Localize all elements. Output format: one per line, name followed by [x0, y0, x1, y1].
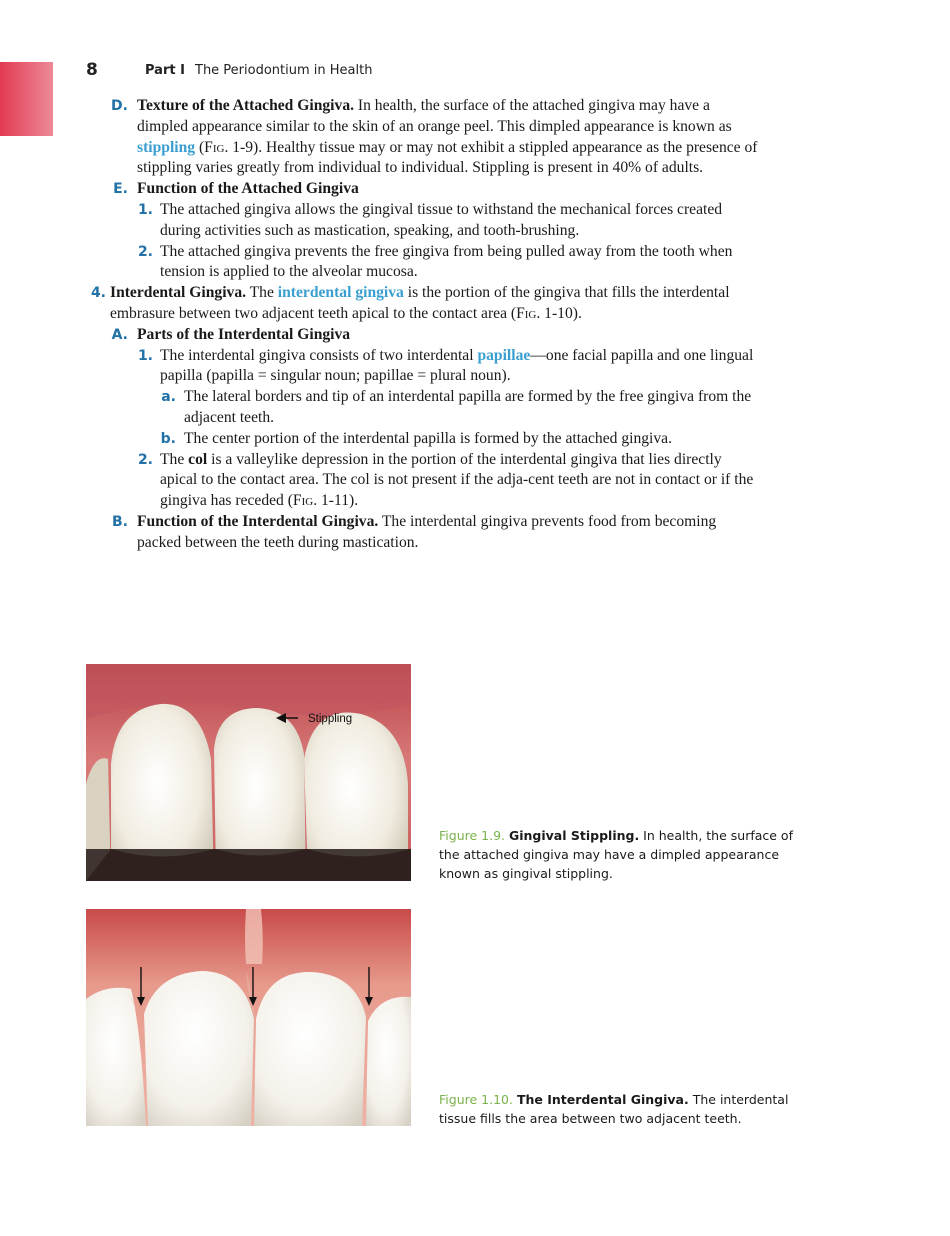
section-marker: D. [111, 98, 128, 114]
item-text: The attached gingiva allows the gingival tissue to withstand the mechanical forces created during activities such as mastication, speaking, and tooth-brushing. [160, 200, 723, 239]
fig-ref: Fig. [516, 304, 541, 322]
list-item [0, 450, 760, 512]
figure-1-9-caption [439, 826, 809, 883]
figure-1-10-caption [439, 1090, 809, 1128]
section-text: 1-9). Healthy tissue may or may not exhibit a stippled appearance as the presence of stippling varies greatly from individual to individual. Stippling is present in 40% of adults. [137, 138, 758, 177]
fig-ref: Fig. [292, 492, 318, 510]
section-heading: Interdental Gingiva. [110, 284, 247, 302]
figure-label: Figure 1.9. [439, 828, 505, 843]
body-text [0, 96, 760, 554]
item-marker: 2. [137, 451, 153, 468]
item-marker: 1. [137, 201, 153, 218]
figure-title: The Interdental Gingiva. [516, 1092, 689, 1107]
section-heading: Function of the Interdental Gingiva. [137, 512, 379, 530]
figure-label: Figure 1.10. [439, 1092, 513, 1107]
section-marker: B. [112, 513, 128, 530]
section-heading: Texture of the Attached Gingiva. [137, 97, 355, 114]
list-item [0, 242, 760, 284]
section-text: ( [195, 138, 205, 156]
section-e [0, 179, 760, 200]
section-marker: E. [113, 181, 128, 198]
section-marker: A. [111, 326, 128, 343]
section-heading: Function of the Attached Gingiva [137, 180, 359, 198]
list-item [0, 346, 760, 388]
figure-1-10-photo [86, 909, 411, 1126]
section-heading: Parts of the Interdental Gingiva [137, 325, 351, 343]
section-marker: 4. [90, 285, 106, 302]
figure-text: In health, the surface of the attached gingiva may have a dimpled appearance known as gingival stippling. [439, 828, 793, 881]
term-col: col [188, 450, 208, 468]
section-b [0, 512, 760, 554]
page-number: 8 [86, 60, 98, 80]
stippling-photo-image [86, 664, 411, 881]
part-label: Part I [145, 63, 185, 78]
item-marker: 1. [137, 347, 153, 364]
section-text: In health, the surface of the attached gingiva may have a dimpled appearance similar to the skin of an orange peel. This dimpled appearance is known as [137, 97, 732, 135]
fig-ref: Fig. [204, 138, 229, 156]
term-stippling: stippling [137, 138, 196, 156]
term-papillae: papillae [477, 346, 531, 364]
item-text: The [160, 450, 189, 468]
list-item [0, 200, 760, 242]
list-item [0, 429, 760, 450]
section-4 [0, 283, 760, 325]
list-item [0, 387, 760, 429]
interdental-photo-image [86, 909, 411, 1126]
part-title: The Periodontium in Health [195, 63, 373, 78]
section-a [0, 325, 760, 346]
figure-text: The interdental tissue fills the area between two adjacent teeth. [439, 1092, 789, 1126]
section-text: The [246, 284, 278, 302]
item-text: is a valleylike depression in the portion of the interdental gingiva that lies directly apical to the contact area. The col is not present if the adja-cent teeth are not in contact or if the gingiva has receded ( [160, 450, 754, 510]
item-text: The interdental gingiva consists of two interdental [160, 346, 478, 364]
item-marker: 2. [137, 243, 153, 260]
figure-1-9-photo [86, 664, 411, 881]
stippling-annotation: Stippling [308, 713, 353, 725]
item-text: —one facial papilla and one lingual papilla (papilla = singular noun; papillae = plural noun). [160, 346, 754, 385]
section-text: The interdental gingiva prevents food from becoming packed between the teeth during mastication. [137, 512, 717, 551]
section-text: is the portion of the gingiva that fills the interdental embrasure between two adjacent teeth apical to the contact area ( [110, 284, 730, 322]
item-text: The center portion of the interdental papilla is formed by the attached gingiva. [184, 429, 672, 447]
term-interdental-gingiva: interdental gingiva [277, 284, 404, 302]
section-d [0, 96, 760, 179]
item-text: The attached gingiva prevents the free gingiva from being pulled away from the tooth when tension is applied to the alveolar mucosa. [160, 242, 733, 281]
figure-title: Gingival Stippling. [508, 828, 640, 843]
item-marker: a. [161, 389, 176, 406]
item-text: 1-11). [317, 492, 359, 510]
item-text: The lateral borders and tip of an interdental papilla are formed by the free gingiva from the adjacent teeth. [184, 388, 752, 426]
item-marker: b. [160, 430, 176, 447]
section-text: 1-10). [540, 304, 582, 322]
